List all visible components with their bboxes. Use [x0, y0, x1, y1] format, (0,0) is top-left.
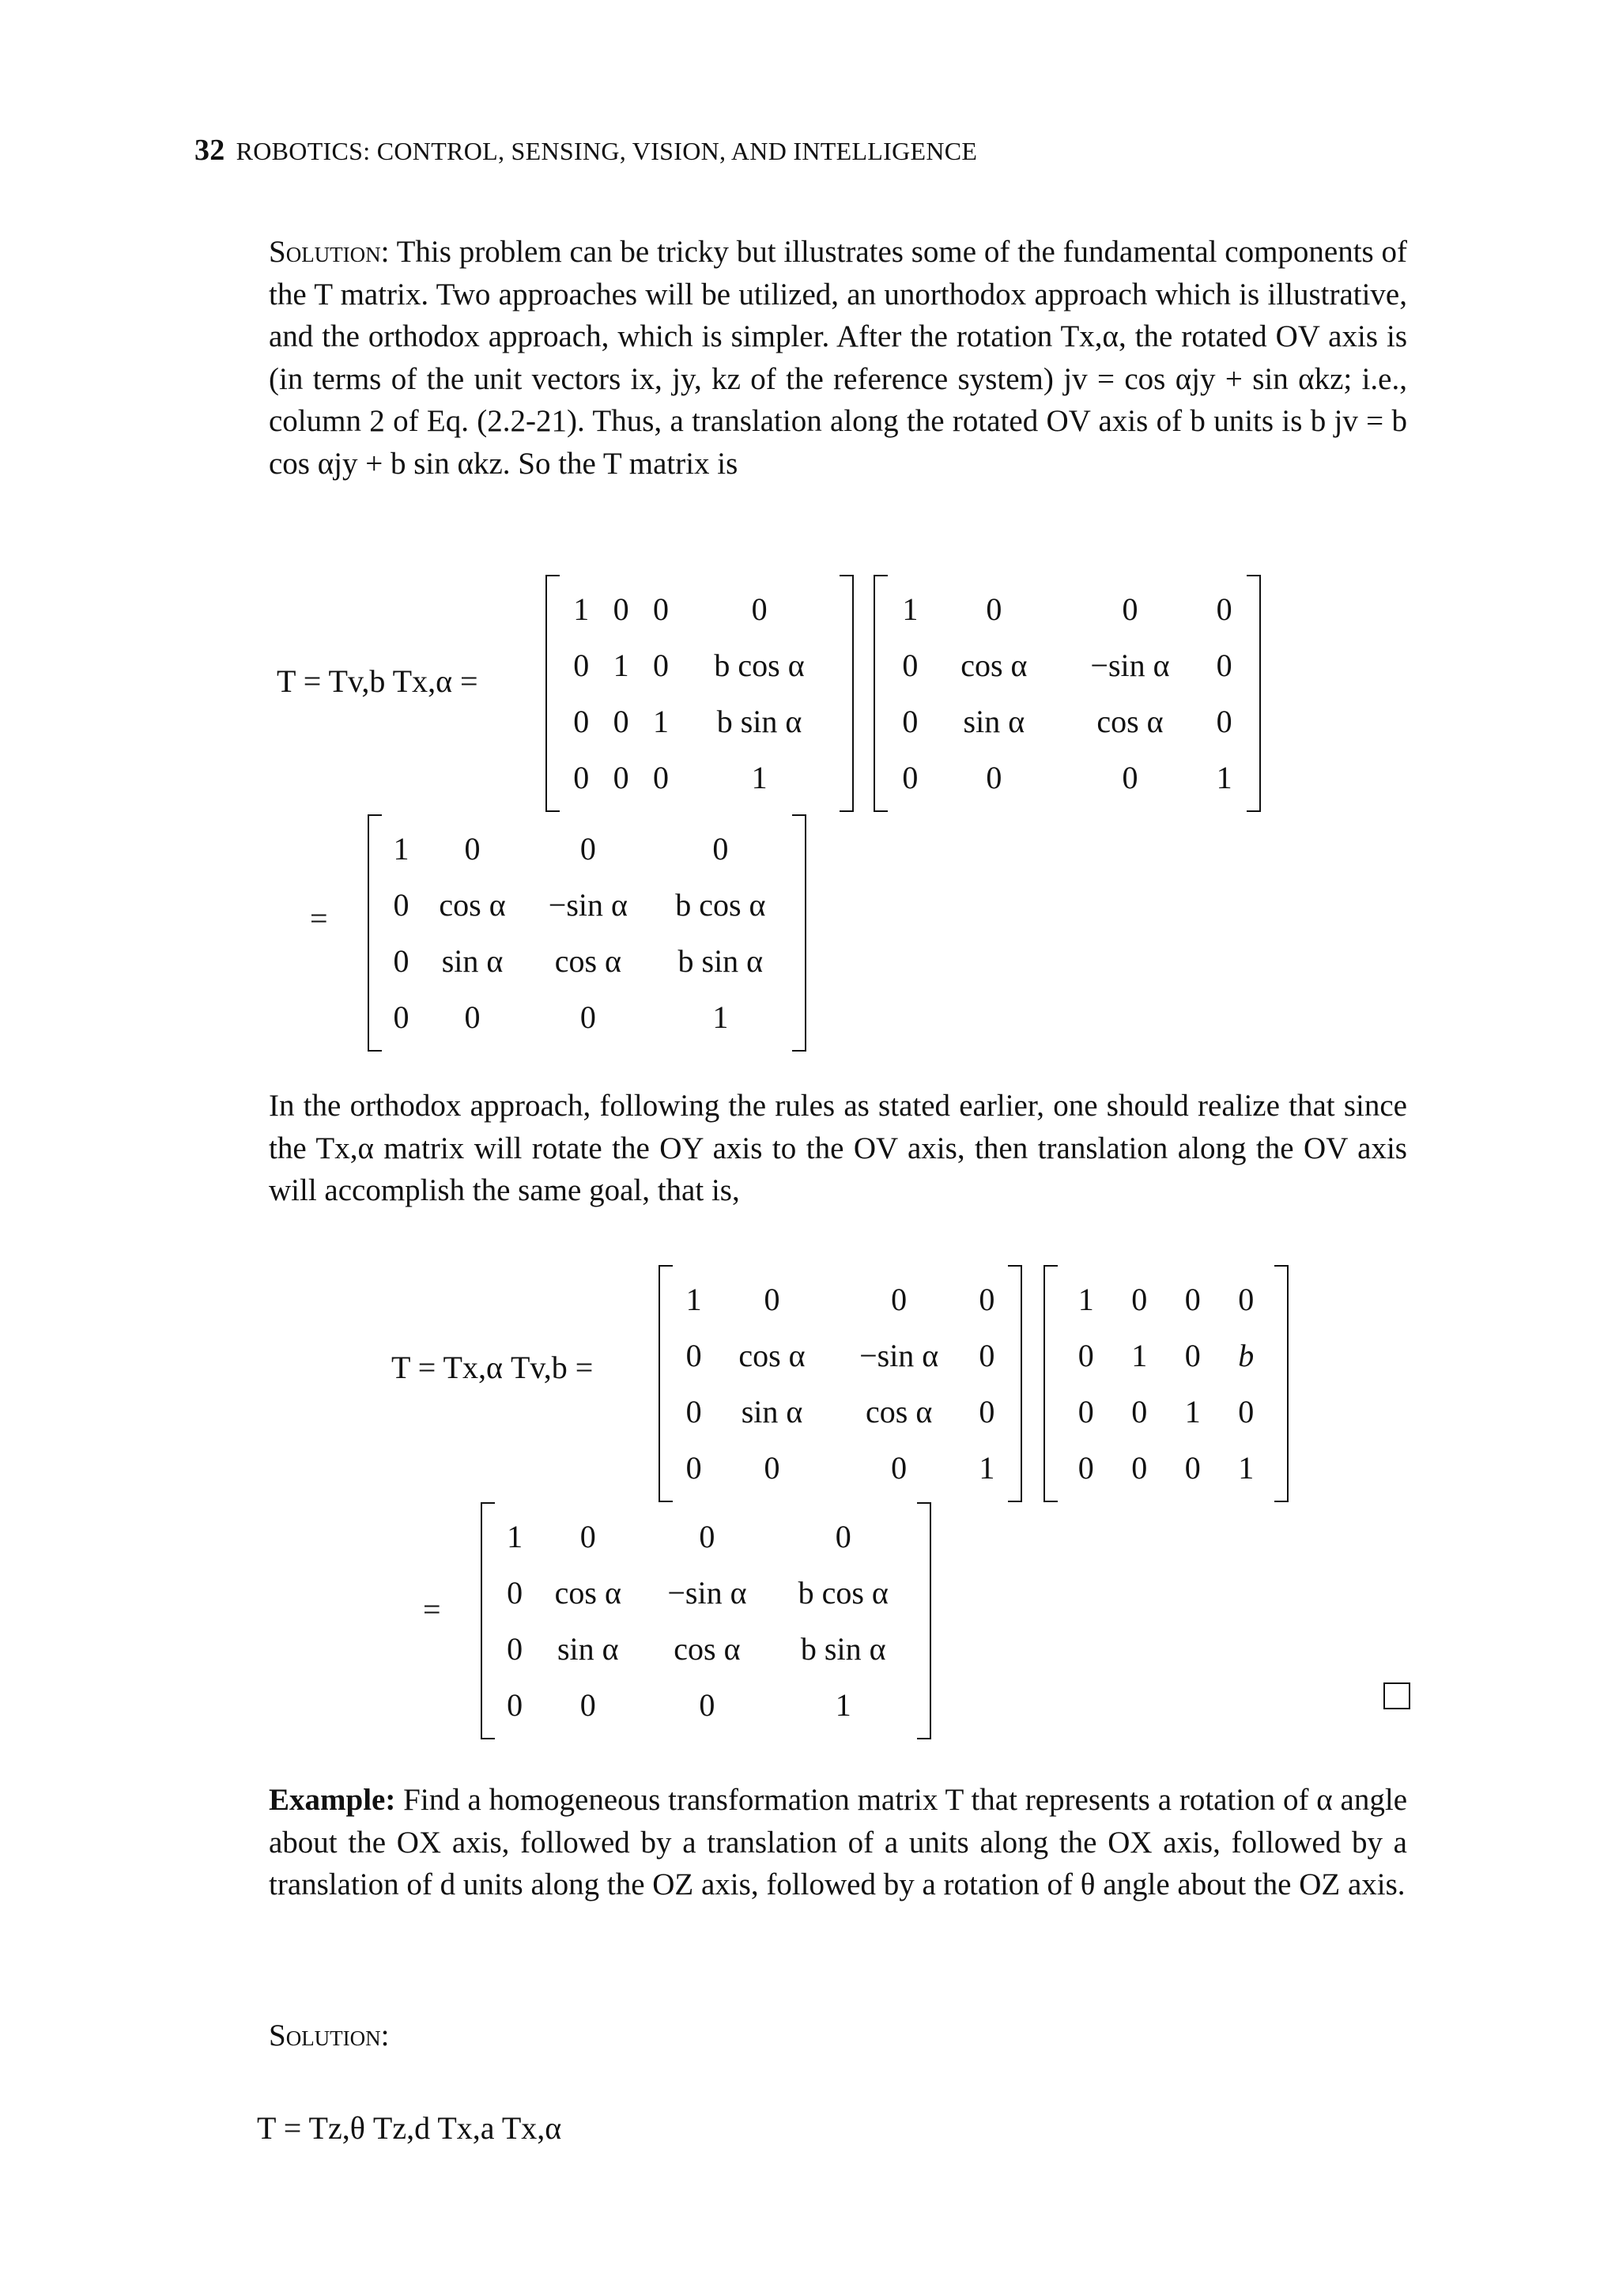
matrix-cell: 0: [979, 1338, 995, 1373]
solution-paragraph: [269, 231, 1407, 485]
matrix-cell: 0: [579, 999, 596, 1035]
matrix-cell: 1: [902, 591, 919, 627]
matrix-cell: 0: [891, 1282, 908, 1317]
matrix-cell: 0: [573, 760, 590, 795]
matrix-cell: 0: [393, 943, 409, 979]
matrix-cell: 0: [1184, 1450, 1201, 1486]
matrix-cell: 0: [579, 1687, 596, 1723]
matrix-cell: 0: [712, 831, 729, 867]
matrix-cell: cos α: [554, 943, 622, 979]
matrix-cell: 0: [613, 704, 629, 739]
matrix-cell: 1: [573, 591, 590, 627]
solution-lead: Solution:: [269, 235, 390, 269]
matrix-cell: 1: [979, 1450, 995, 1486]
matrix-row: [674, 1384, 1006, 1440]
matrix-cell: 1: [1131, 1338, 1148, 1373]
matrix-cell: b: [1238, 1338, 1255, 1373]
solution2-equation: T = Tz,θ Tz,d Tx,a Tx,α: [257, 2110, 562, 2146]
matrix-cell: 1: [712, 999, 729, 1035]
matrix-row: [496, 1621, 915, 1677]
matrix-cell: 0: [1077, 1338, 1094, 1373]
matrix-row: [383, 877, 791, 933]
solution2-label-text: Solution:: [269, 2018, 390, 2052]
matrix-body: [674, 1271, 1006, 1496]
matrix-row: [674, 1440, 1006, 1496]
matrix-cell: 0: [986, 591, 1002, 627]
eq1-matrix-a: [545, 575, 854, 812]
matrix-cell: cos α: [738, 1338, 806, 1373]
left-bracket: [545, 575, 560, 812]
matrix-cell: 0: [1184, 1338, 1201, 1373]
matrix-cell: 0: [393, 887, 409, 923]
matrix-cell: 0: [891, 1450, 908, 1486]
matrix-cell: cos α: [960, 648, 1028, 683]
matrix-cell: 0: [902, 760, 919, 795]
matrix-cell: −sin α: [548, 887, 628, 923]
matrix-body: [1059, 1271, 1273, 1496]
matrix-row: [1059, 1440, 1273, 1496]
eq2-equals: =: [423, 1592, 441, 1627]
eq2-result-matrix: [481, 1502, 931, 1739]
matrix-body: [889, 581, 1245, 806]
eq1-matrix-b: [874, 575, 1261, 812]
matrix-row: [496, 1677, 915, 1733]
matrix-row: [1059, 1384, 1273, 1440]
matrix-cell: 1: [393, 831, 409, 867]
matrix-cell: 0: [652, 648, 669, 683]
left-bracket: [368, 814, 382, 1052]
matrix-row: [383, 933, 791, 989]
matrix-cell: 1: [613, 648, 629, 683]
matrix-row: [889, 637, 1245, 693]
matrix-row: [561, 693, 838, 750]
matrix-cell: cos α: [1096, 704, 1164, 739]
matrix-body: [496, 1509, 915, 1733]
right-bracket: [917, 1502, 931, 1739]
matrix-row: [496, 1565, 915, 1621]
matrix-cell: 0: [1077, 1450, 1094, 1486]
matrix-cell: −sin α: [859, 1338, 939, 1373]
matrix-cell: 0: [1216, 591, 1232, 627]
matrix-cell: 1: [685, 1282, 702, 1317]
matrix-cell: b cos α: [675, 887, 766, 923]
matrix-cell: 0: [986, 760, 1002, 795]
right-bracket: [1274, 1265, 1289, 1502]
matrix-cell: 0: [1184, 1282, 1201, 1317]
matrix-cell: 1: [751, 760, 768, 795]
matrix-cell: −sin α: [1090, 648, 1170, 683]
matrix-cell: 0: [1122, 591, 1138, 627]
matrix-cell: 1: [1216, 760, 1232, 795]
matrix-cell: 1: [1077, 1282, 1094, 1317]
matrix-cell: cos α: [866, 1394, 933, 1429]
matrix-cell: cos α: [554, 1575, 621, 1611]
matrix-cell: 0: [1131, 1282, 1148, 1317]
running-title: ROBOTICS: CONTROL, SENSING, VISION, AND INTELLIGENCE: [236, 137, 978, 165]
matrix-cell: b sin α: [677, 943, 764, 979]
matrix-cell: 0: [573, 648, 590, 683]
matrix-cell: 0: [393, 999, 409, 1035]
matrix-cell: 0: [507, 1631, 523, 1667]
matrix-cell: 1: [1238, 1450, 1255, 1486]
matrix-row: [1059, 1271, 1273, 1327]
matrix-cell: −sin α: [667, 1575, 747, 1611]
matrix-row: [561, 750, 838, 806]
matrix-cell: 0: [652, 760, 669, 795]
matrix-row: [674, 1271, 1006, 1327]
matrix-row: [383, 989, 791, 1045]
example-lead: Example:: [269, 1783, 396, 1817]
left-bracket: [1043, 1265, 1058, 1502]
matrix-cell: 0: [573, 704, 590, 739]
matrix-cell: 0: [652, 591, 669, 627]
matrix-cell: 0: [764, 1282, 780, 1317]
matrix-cell: 0: [579, 831, 596, 867]
matrix-cell: 0: [579, 1519, 596, 1554]
running-header: [194, 133, 977, 168]
matrix-cell: sin α: [963, 704, 1025, 739]
matrix-cell: 0: [699, 1687, 715, 1723]
matrix-cell: b cos α: [714, 648, 805, 683]
matrix-row: [561, 581, 838, 637]
matrix-cell: 0: [685, 1450, 702, 1486]
matrix-cell: 0: [902, 648, 919, 683]
end-of-proof-box: [1383, 1682, 1410, 1709]
eq2-lhs: T = Tx,α Tv,b =: [391, 1350, 594, 1385]
matrix-cell: b sin α: [716, 704, 802, 739]
example-paragraph: [269, 1779, 1407, 1906]
solution-text: This problem can be tricky but illustrates some of the fundamental components of the T matrix. Two approaches will be utilized, an unorthodox approach which is illustrative, and the orthodox approach, which is simpler. After the rotation Tx,α, the rotated OV axis is (in terms of the unit vectors ix, jy, kz of the reference system) jv = cos αjy + sin αkz; i.e., column 2 of Eq. (2.2-21). Thus, a translation along the rotated OV axis of b units is b jv = b cos αjy + b sin αkz. So the T matrix is: [269, 235, 1408, 481]
matrix-cell: 1: [1184, 1394, 1201, 1429]
matrix-cell: 0: [835, 1519, 851, 1554]
right-bracket: [1008, 1265, 1022, 1502]
example-text: Find a homogeneous transformation matrix T that represents a rotation of α angle about the OX axis, followed by a translation of a units along the OX axis, followed by a translation of d units along the OZ axis, followed by a rotation of θ angle about the OZ axis.: [269, 1783, 1408, 1901]
matrix-cell: 1: [835, 1687, 851, 1723]
right-bracket: [792, 814, 806, 1052]
matrix-cell: 0: [1216, 704, 1232, 739]
matrix-cell: 0: [1131, 1450, 1148, 1486]
matrix-cell: 0: [464, 999, 481, 1035]
matrix-row: [1059, 1327, 1273, 1384]
matrix-cell: 0: [507, 1687, 523, 1723]
matrix-cell: b cos α: [798, 1575, 889, 1611]
solution2-label: [269, 2015, 1407, 2057]
left-bracket: [874, 575, 888, 812]
matrix-row: [889, 581, 1245, 637]
eq2-matrix-a: [659, 1265, 1022, 1502]
matrix-cell: 0: [613, 591, 629, 627]
left-bracket: [481, 1502, 495, 1739]
right-bracket: [840, 575, 854, 812]
orthodox-paragraph: In the orthodox approach, following the rules as stated earlier, one should realize that since the Tx,α matrix will rotate the OY axis to the OV axis, then translation along the OV axis will accomplish the same goal, that is,: [269, 1089, 1407, 1207]
matrix-cell: 0: [751, 591, 768, 627]
matrix-cell: 0: [1122, 760, 1138, 795]
matrix-cell: 0: [1238, 1282, 1255, 1317]
left-bracket: [659, 1265, 673, 1502]
matrix-cell: 0: [764, 1450, 780, 1486]
matrix-cell: 0: [464, 831, 481, 867]
right-bracket: [1247, 575, 1261, 812]
matrix-row: [383, 821, 791, 877]
page-number: 32: [194, 134, 225, 167]
matrix-cell: 0: [685, 1394, 702, 1429]
matrix-row: [674, 1327, 1006, 1384]
matrix-cell: 0: [1238, 1394, 1255, 1429]
eq1-equals: =: [310, 901, 328, 936]
matrix-body: [561, 581, 838, 806]
matrix-cell: 0: [699, 1519, 715, 1554]
matrix-cell: 0: [1077, 1394, 1094, 1429]
matrix-cell: 0: [1131, 1394, 1148, 1429]
matrix-cell: cos α: [674, 1631, 741, 1667]
matrix-cell: 0: [979, 1394, 995, 1429]
eq2-matrix-b: [1043, 1265, 1289, 1502]
eq1-result-matrix: [368, 814, 806, 1052]
matrix-cell: sin α: [557, 1631, 619, 1667]
matrix-cell: 0: [613, 760, 629, 795]
matrix-cell: 0: [685, 1338, 702, 1373]
matrix-body: [383, 821, 791, 1045]
matrix-cell: sin α: [741, 1394, 803, 1429]
matrix-cell: sin α: [441, 943, 504, 979]
matrix-cell: 0: [1216, 648, 1232, 683]
matrix-cell: 0: [902, 704, 919, 739]
matrix-cell: 0: [507, 1575, 523, 1611]
matrix-row: [496, 1509, 915, 1565]
matrix-cell: 1: [652, 704, 669, 739]
matrix-cell: 0: [979, 1282, 995, 1317]
matrix-cell: b sin α: [800, 1631, 886, 1667]
matrix-row: [889, 693, 1245, 750]
matrix-row: [561, 637, 838, 693]
matrix-cell: 1: [507, 1519, 523, 1554]
matrix-row: [889, 750, 1245, 806]
matrix-cell: cos α: [439, 887, 506, 923]
eq1-lhs: T = Tv,b Tx,α =: [277, 663, 478, 699]
